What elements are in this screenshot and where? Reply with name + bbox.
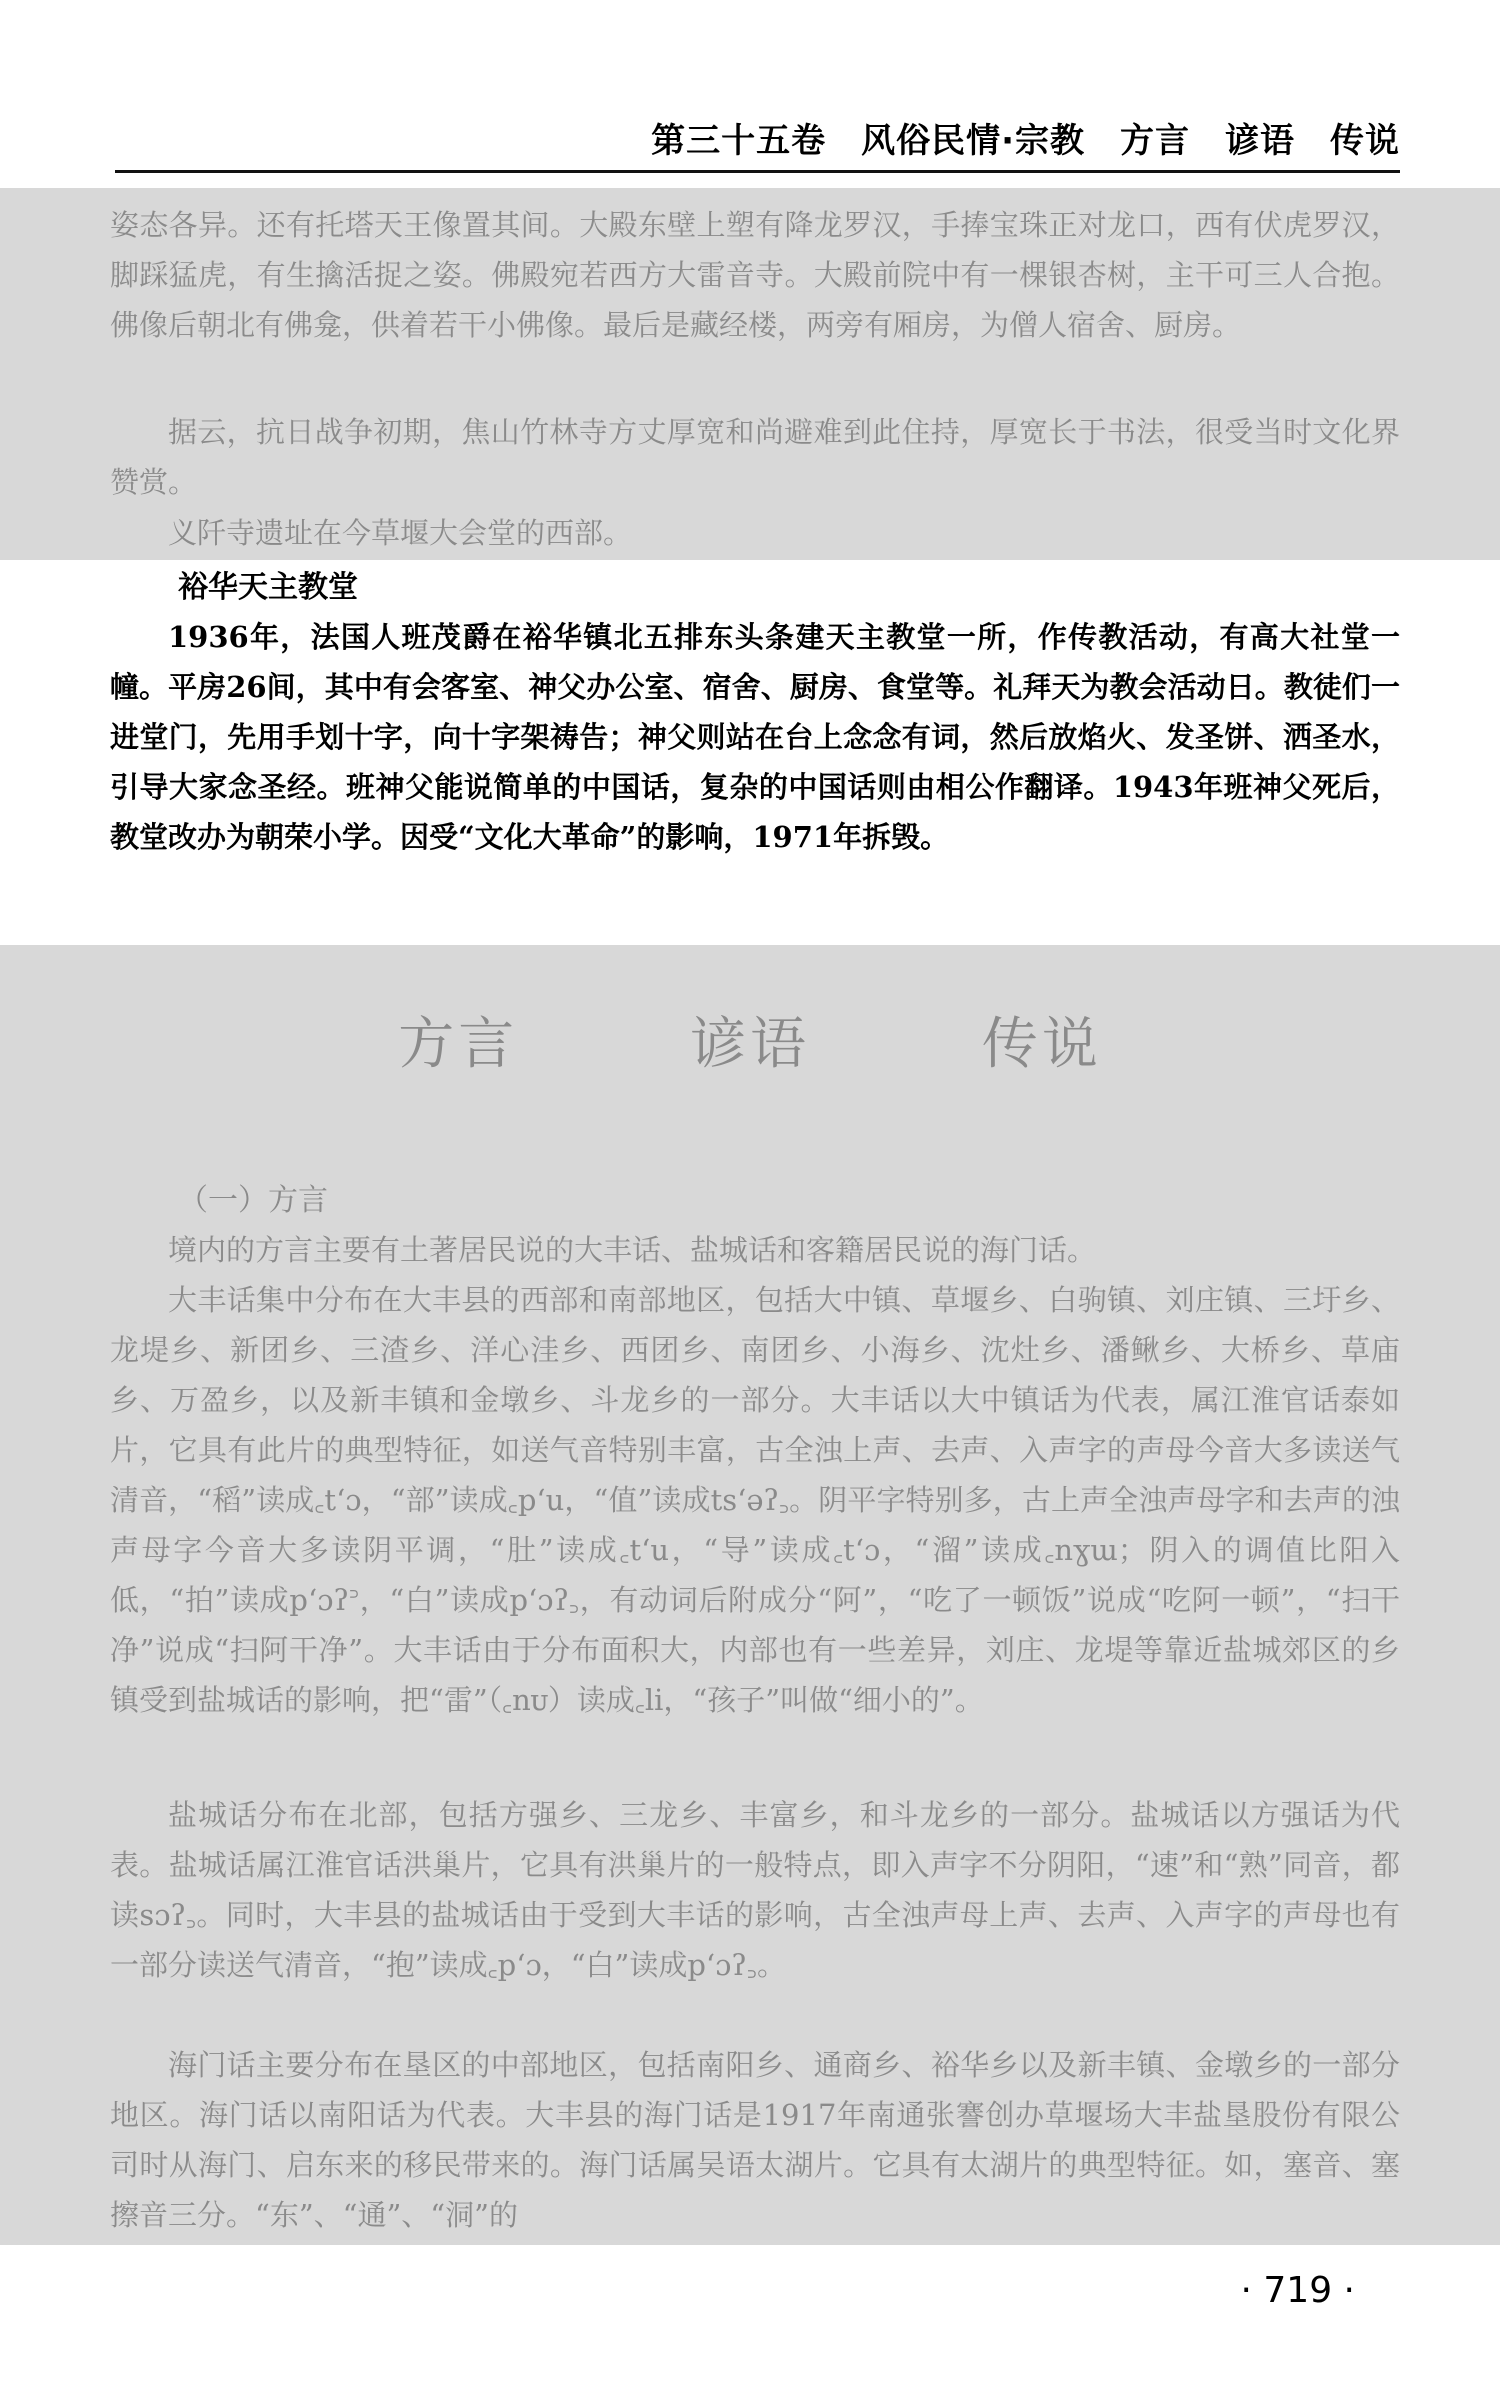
running-header xyxy=(115,112,1400,173)
dialect-paragraph-2: 大丰话集中分布在大丰县的西部和南部地区，包括大中镇、草堰乡、白驹镇、刘庄镇、三圩乡、龙堤乡、新团乡、三渣乡、洋心洼乡、西团乡、南团乡、小海乡、沈灶乡、潘鳅乡、大桥乡、草庙乡、万盈乡，以及新丰镇和金墩乡、斗龙乡的一部分。大丰话以大中镇话为代表，属江淮官话泰如片，它具有此片的典型特征，如送气音特别丰富，古全浊上声、去声、入声字的声母今音大多读送气清音，“稻”读成꜀tʻɔ，“部”读成꜀pʻu，“值”读成tsʻəʔ꜆。阴平字特别多，古上声全浊声母字和去声的浊声母字今音大多读阴平调，“肚”读成꜀tʻu，“导”读成꜀tʻɔ，“溜”读成꜀nɣɯ；阴入的调值比阳入低，“拍”读成pʻɔʔ꜄，“白”读成pʻɔʔ꜆，有动词后附成分“阿”，“吃了一顿饭”说成“吃阿一顿”，“扫干净”说成“扫阿干净”。大丰话由于分布面积大，内部也有一些差异，刘庄、龙堤等靠近盐城郊区的乡镇受到盐城话的影响，把“雷”（꜀nᴜ）读成꜀li，“孩子”叫做“细小的”。 xyxy=(110,1283,1400,1717)
dialect-subheading: （一）方言 xyxy=(178,1183,328,1218)
header-title: 第三十五卷 风俗民情·宗教 方言 谚语 传说 xyxy=(651,121,1400,161)
temple-paragraph-3: 义阡寺遗址在今草堰大会堂的西部。 xyxy=(168,516,633,550)
dialect-paragraph-1: 境内的方言主要有土著居民说的大丰话、盐城话和客籍居民说的海门话。 xyxy=(168,1233,1097,1267)
dialect-paragraph-3: 盐城话分布在北部，包括方强乡、三龙乡、丰富乡，和斗龙乡的一部分。盐城话以方强话为代表。盐城话属江淮官话洪巢片，它具有洪巢片的一般特点，即入声字不分阴阳，“速”和“熟”同音，都读sɔʔ꜆。同时，大丰县的盐城话由于受到大丰话的影响，古全浊声母上声、去声、入声字的声母也有一部分读送气清音，“抱”读成꜀pʻɔ，“白”读成pʻɔʔ꜆。 xyxy=(110,1798,1400,1982)
section-title-legends: 传说 xyxy=(981,1012,1102,1077)
dialect-paragraph-4: 海门话主要分布在垦区的中部地区，包括南阳乡、通商乡、裕华乡以及新丰镇、金墩乡的一部分地区。海门话以南阳话为代表。大丰县的海门话是1917年南通张謇创办草堰场大丰盐垦股份有限公司时从海门、启东来的移民带来的。海门话属吴语太湖片。它具有太湖片的典型特征。如，塞音、塞擦音三分。“东”、“通”、“洞”的 xyxy=(110,2048,1400,2232)
section-title-proverbs: 谚语 xyxy=(690,1012,810,1077)
church-paragraph: 1936年，法国人班茂爵在裕华镇北五排东头条建天主教堂一所，作传教活动，有高大社堂一幢。平房26间，其中有会客室、神父办公室、宿舍、厨房、食堂等。礼拜天为教会活动日。教徒们一进堂门，先用手划十字，向十字架祷告；神父则站在台上念念有词，然后放焰火、发圣饼、洒圣水，引导大家念圣经。班神父能说简单的中国话，复杂的中国话则由相公作翻译。1943年班神父死后，教堂改办为朝荣小学。因受“文化大革命”的影响，1971年拆毁。 xyxy=(110,620,1400,854)
section-title xyxy=(0,1000,1500,1080)
section-title-dialect: 方言 xyxy=(398,1012,519,1077)
page-number: · 719 · xyxy=(1240,2270,1355,2311)
church-heading: 裕华天主教堂 xyxy=(178,570,358,605)
temple-paragraph-1: 姿态各异。还有托塔天王像置其间。大殿东壁上塑有降龙罗汉，手捧宝珠正对龙口，西有伏虎罗汉，脚踩猛虎，有生擒活捉之姿。佛殿宛若西方大雷音寺。大殿前院中有一棵银杏树，主干可三人合抱。佛像后朝北有佛龛，供着若干小佛像。最后是藏经楼，两旁有厢房，为僧人宿舍、厨房。 xyxy=(110,208,1400,342)
temple-paragraph-2: 据云，抗日战争初期，焦山竹林寺方丈厚宽和尚避难到此住持，厚宽长于书法，很受当时文化界赞赏。 xyxy=(110,415,1400,499)
